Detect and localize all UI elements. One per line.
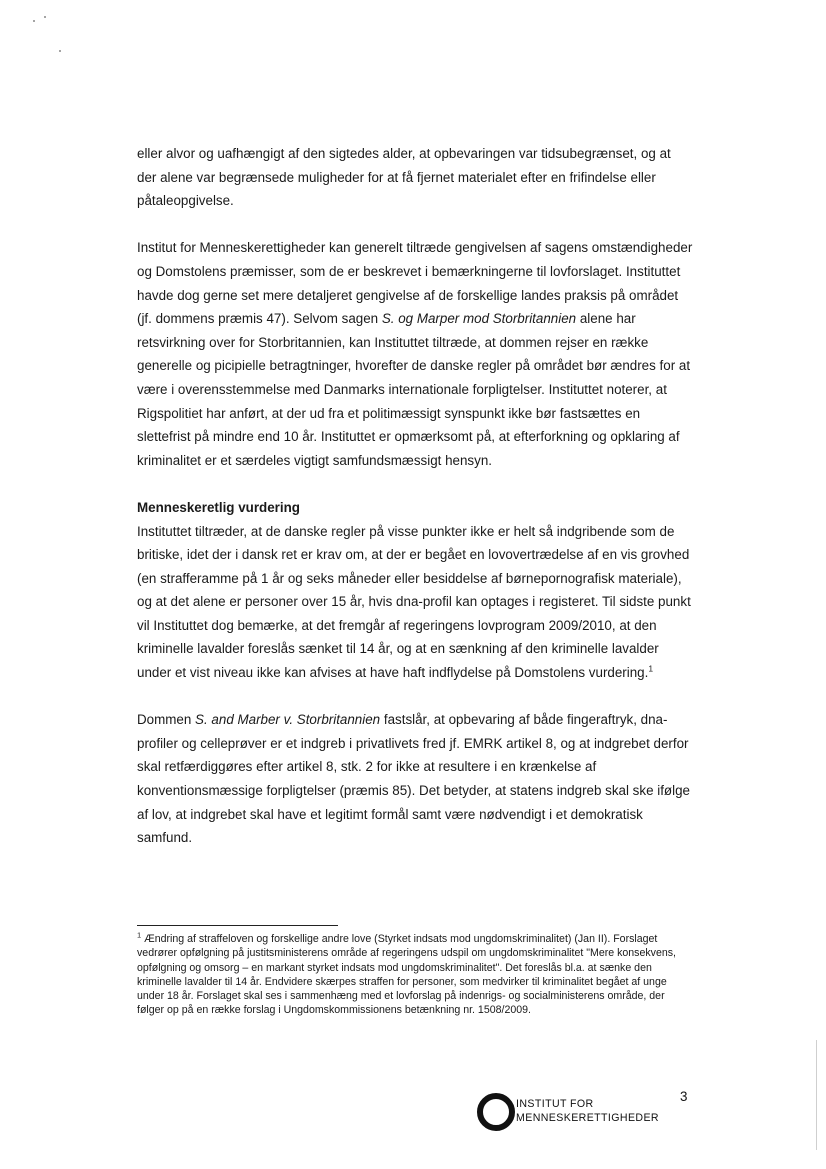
footnote	[137, 932, 693, 1018]
logo-wordmark	[516, 1097, 659, 1125]
scan-speck	[44, 16, 46, 18]
circle-logo-icon	[477, 1093, 515, 1131]
footnote-reference[interactable]: 1	[648, 663, 654, 674]
footnote-text: Ændring af straffeloven og forskellige andre love (Styrket indsats mod ungdomskriminalitet) (Jan II). Forslaget vedrører opfølgning på justitsministerens område af regeringens udspil om ungdomskriminalitet "Mere konsekvens, opfølgning og omsorg – en markant styrket indsats mod ungdomskriminalitet". Det foreslås bl.a. at sænke den kriminelle lavalder til 14 år. Endvidere skærpes straffen for personer, som medvirker til kriminalitet begået af unge under 18 år. Forslaget skal ses i sammenhæng med et lovforslag på indenrigs- og socialministerens område, der følger op på en række forslag i Ungdomskommissionens betænkning nr. 1508/2009.	[137, 933, 676, 1017]
footnote-number: 1	[137, 930, 142, 940]
body-text	[137, 142, 693, 850]
paragraph-text: eller alvor og uafhængigt af den sigtedes alder, at opbevaringen var tidsubegrænset, og at der alene var begrænsede muligheder for at få fjernet materialet efter en frifindelse eller påtaleopgivelse.	[137, 146, 671, 209]
footnote-separator	[137, 925, 338, 926]
institute-logo	[477, 1093, 677, 1129]
logo-line: INSTITUT FOR	[516, 1098, 594, 1110]
logo-line: MENNESKERETTIGHEDER	[516, 1112, 659, 1124]
paragraph-text: alene har retsvirkning over for Storbritannien, kan Instituttet tiltræde, at dommen rejser en række generelle og picipielle betragtninger, hvorefter de danske regler på området bør ændres for at være i overensstemmelse med Danmarks internationale forpligtelser. Instituttet noterer, at Rigspolitiet har anført, at der ud fra et politimæssigt synspunkt ikke bør fastsættes en slettefrist på mindre end 10 år. Instituttet er opmærksomt på, at efterforkning og opklaring af kriminalitet er et særdeles vigtigt samfundsmæssigt hensyn.	[137, 311, 691, 468]
paragraph-institut-vurdering	[137, 236, 693, 472]
case-name: S. og Marper mod Storbritannien	[381, 311, 577, 327]
scan-speck	[33, 20, 35, 22]
section-heading: Menneskeretlig vurdering	[137, 499, 300, 515]
paragraph-text: Institut for Menneskerettigheder kan generelt tiltræde gengivelsen af sagens omstændigheder og Domstolens præmisser, som de er beskrevet i bemærkningerne til lovforslaget. Instituttet havde dog gerne set mere detaljeret gengivelse af de forskellige landes praksis på området (jf. dommens præmis 47). Selvom sagen	[137, 240, 693, 327]
scan-edge-line	[816, 1040, 817, 1150]
scan-speck	[59, 50, 61, 52]
paragraph-text: Dommen	[137, 712, 196, 728]
paragraph-opbevaring	[137, 142, 693, 213]
paragraph-text: fastslår, at opbevaring af både fingeraftryk, dna-profiler og celleprøver er et indgreb i privatlivets fred jf. EMRK artikel 8, og at indgrebet derfor skal retfærdiggøres efter artikel 8, stk. 2 for ikke at resultere i en krænkelse af konventionsmæssige forpligtelser (præmis 85). Det betyder, at statens indgreb skal ske ifølge af lov, at indgrebet skal have et legitimt formål samt være nødvendigt i et demokratisk samfund.	[137, 712, 690, 846]
paragraph-danske-regler	[137, 520, 693, 685]
page-number: 3	[680, 1089, 688, 1104]
paragraph-text: Instituttet tiltræder, at de danske regler på visse punkter ikke er helt så indgribende som de britiske, idet der i dansk ret er krav om, at der er begået en lovovertrædelse af en vis grovhed (en strafferamme på 1 år og seks måneder eller besiddelse af børnepornografisk materiale), og at det alene er personer over 15 år, hvis dna-profil kan optages i registeret. Til sidste punkt vil Instituttet dog bemærke, at det fremgår af regeringens lovprogram 2009/2010, at den kriminelle lavalder foreslås sænket til 14 år, og at en sænkning af den kriminelle lavalder under et vist niveau ikke kan afvises at have haft indflydelse på Domstolens vurdering.	[137, 523, 691, 681]
paragraph-dommen	[137, 708, 693, 850]
case-name: S. and Marber v. Storbritannien	[195, 712, 381, 728]
